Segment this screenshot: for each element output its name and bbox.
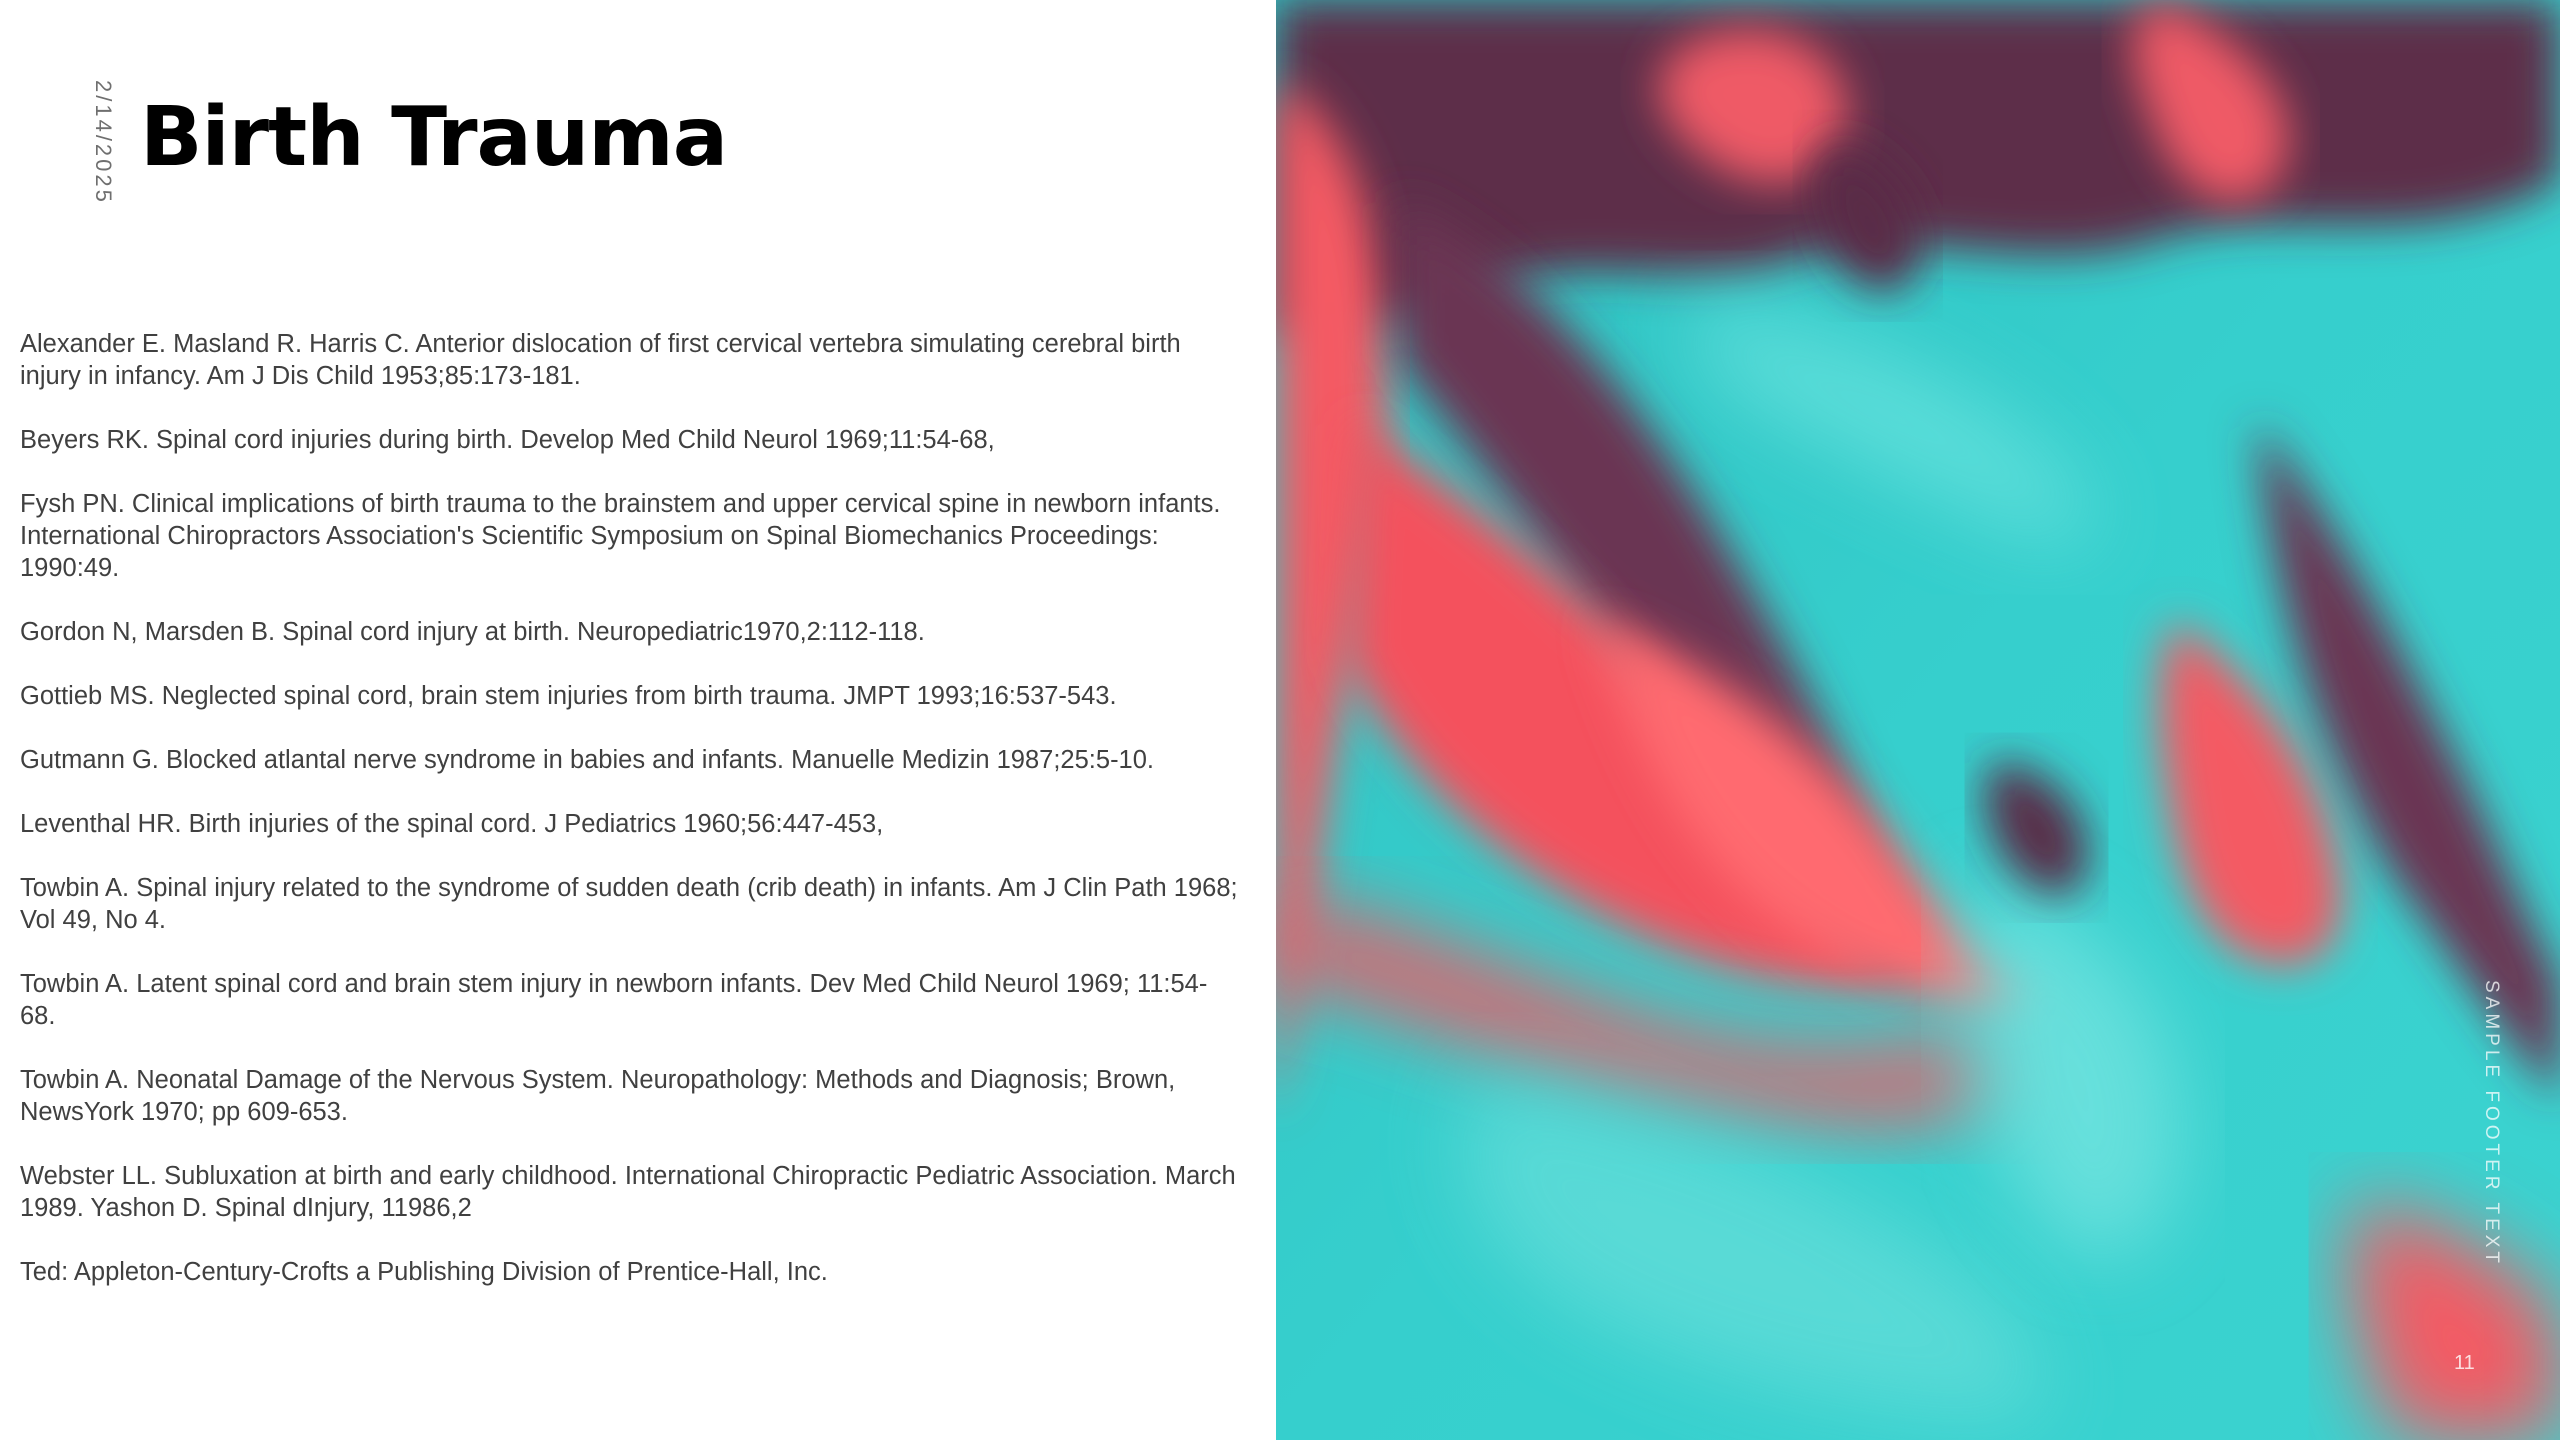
reference-item: Beyers RK. Spinal cord injuries during birth. Develop Med Child Neurol 1969;11:54-68, (20, 426, 995, 454)
reference-list (20, 328, 1240, 1320)
reference-item: Gordon N, Marsden B. Spinal cord injury at birth. Neuropediatric1970,2:112-118. (20, 618, 925, 646)
reference-item: Alexander E. Masland R. Harris C. Anterior dislocation of first cervical vertebra simulating cerebral birth injury in infancy. Am J Dis Child 1953;85:173-181. (20, 330, 1181, 390)
reference-item: Ted: Appleton-Century-Crofts a Publishing Division of Prentice-Hall, Inc. (20, 1258, 828, 1286)
reference-item: Leventhal HR. Birth injuries of the spinal cord. J Pediatrics 1960;56:447-453, (20, 810, 884, 838)
reference-item: Gottieb MS. Neglected spinal cord, brain stem injuries from birth trauma. JMPT 1993;16:537-543. (20, 682, 1117, 710)
abstract-art-image (1276, 0, 2560, 1440)
slide-date: 2/14/2025 (91, 80, 116, 205)
page-number: 11 (2454, 1352, 2475, 1374)
reference-item: Towbin A. Latent spinal cord and brain stem injury in newborn infants. Dev Med Child Neurol 1969; 11:54-68. (20, 970, 1208, 1030)
content-pane (0, 0, 1276, 1440)
reference-item: Towbin A. Neonatal Damage of the Nervous System. Neuropathology: Methods and Diagnosis; Brown, NewsYork 1970; pp 609-653. (20, 1066, 1176, 1126)
slide-title: Birth Trauma (140, 90, 728, 185)
reference-item: Gutmann G. Blocked atlantal nerve syndrome in babies and infants. Manuelle Medizin 1987;25:5-10. (20, 746, 1155, 774)
reference-item: Webster LL. Subluxation at birth and early childhood. International Chiropractic Pediatric Association. March 1989. Yashon D. Spinal dInjury, 11986,2 (20, 1162, 1236, 1222)
abstract-art-graphic (1276, 0, 2560, 1440)
reference-item: Towbin A. Spinal injury related to the syndrome of sudden death (crib death) in infants. Am J Clin Path 1968; Vol 49, No 4. (20, 874, 1238, 934)
slide-footer: SAMPLE FOOTER TEXT (2481, 980, 2502, 1268)
reference-item: Fysh PN. Clinical implications of birth trauma to the brainstem and upper cervical spine in newborn infants. International Chiropractors Association's Scientific Symposium on Spinal Biomechanics Proceedings: 1990:49. (20, 490, 1221, 582)
